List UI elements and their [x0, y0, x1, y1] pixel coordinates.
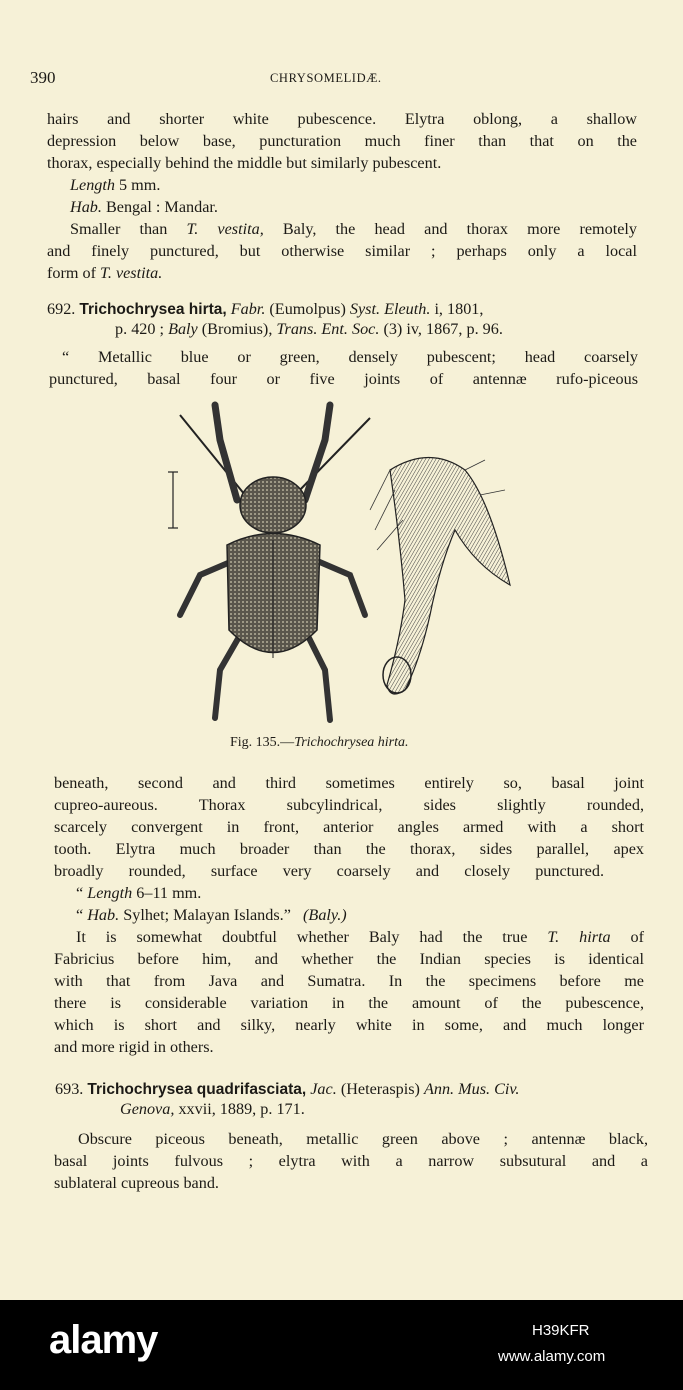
- text-line: [76, 926, 644, 948]
- habitat-label: Hab.: [87, 906, 120, 924]
- entry-number: 692.: [47, 300, 76, 318]
- text-line: and finely punctured, but otherwise similar ; perhaps only a local: [47, 242, 637, 260]
- alamy-logo: alamy: [49, 1318, 158, 1362]
- text-line: [70, 218, 637, 240]
- text-span: (3) iv, 1867, p. 96.: [379, 320, 503, 338]
- quote-mark: “: [76, 906, 88, 924]
- habitat-label: Hab.: [70, 198, 102, 216]
- text-line: broadly rounded, surface very coarsely and closely punctured.: [54, 862, 604, 880]
- habitat-line: [76, 904, 347, 926]
- entry-heading-line2: [115, 318, 503, 340]
- entry-name: Trichochrysea quadrifasciata,: [87, 1081, 307, 1098]
- species-name: T. hirta: [547, 928, 611, 946]
- text-line: sublateral cupreous band.: [54, 1174, 219, 1192]
- text-span: form of: [47, 264, 101, 282]
- figure-caption: [230, 735, 409, 751]
- running-title: CHRYSOMELIDÆ.: [270, 71, 382, 85]
- text-line: Obscure piceous beneath, metallic green above ; antennæ black,: [78, 1130, 648, 1148]
- text-line: tooth. Elytra much broader than the thorax, sides parallel, apex: [54, 840, 644, 858]
- quote-mark: “: [76, 884, 88, 902]
- text-span: p. 420 ;: [115, 320, 169, 338]
- length-value: 5 mm.: [114, 176, 161, 194]
- reference: Ann. Mus. Civ.: [423, 1080, 520, 1098]
- habitat-line: [70, 196, 218, 218]
- reference: Genova,: [120, 1100, 175, 1118]
- text-line: with that from Java and Sumatra. In the specimens before me: [54, 972, 644, 990]
- text-line: punctured, basal four or five joints of antennæ rufo-piceous: [49, 370, 638, 388]
- text-line: “ Metallic blue or green, densely pubescent; head coarsely: [62, 348, 638, 366]
- text-span: (Bromius),: [197, 320, 277, 338]
- length-line: [76, 882, 201, 904]
- habitat-value: Sylhet; Malayan Islands.”: [119, 906, 291, 924]
- caption-species: Trichochrysea hirta.: [294, 735, 409, 750]
- antenna-right: [295, 418, 370, 495]
- text-line: which is short and silky, nearly white in some, and much longer: [54, 1016, 644, 1034]
- text-line: and more rigid in others.: [54, 1038, 214, 1056]
- site-url: www.alamy.com: [498, 1348, 606, 1365]
- habitat-value: Bengal : Mandar.: [101, 198, 218, 216]
- length-label: Length: [87, 884, 133, 902]
- entry-name: Trichochrysea hirta,: [79, 301, 227, 318]
- beetle-illustration: [165, 400, 525, 730]
- species-name: T. vestita,: [186, 220, 264, 238]
- page-number: 390: [30, 68, 56, 87]
- text-span: Baly, the head and thorax more remotely: [263, 220, 638, 238]
- text-line: [47, 262, 162, 284]
- text-line: Fabricius before him, and whether the Indian species is identical: [54, 950, 644, 968]
- leg-detail: [370, 458, 510, 695]
- reference: Trans. Ent. Soc.: [276, 320, 380, 338]
- author: Fabr.: [230, 300, 266, 318]
- text-line: hairs and shorter white pubescence. Elytra oblong, a shallow: [47, 110, 637, 128]
- length-label: Length: [70, 176, 115, 194]
- thorax: [240, 477, 306, 533]
- text-line: depression below base, puncturation much finer than that on the: [47, 132, 637, 150]
- text-line: scarcely convergent in front, anterior angles armed with a short: [54, 818, 644, 836]
- text-span: i, 1801,: [430, 300, 484, 318]
- author: Baly: [168, 320, 198, 338]
- entry-number: 693.: [55, 1080, 84, 1098]
- text-span: (Eumolpus): [265, 300, 350, 318]
- reference: Syst. Eleuth.: [349, 300, 431, 318]
- length-value: 6–11 mm.: [132, 884, 202, 902]
- length-line: [70, 174, 160, 196]
- text-span: Smaller than: [70, 220, 187, 238]
- author: Jac.: [310, 1080, 337, 1098]
- caption-prefix: Fig. 135.—: [230, 735, 295, 750]
- species-name: T. vestita.: [100, 264, 163, 282]
- author: (Baly.): [303, 906, 347, 924]
- text-span: It is somewhat doubtful whether Baly had the true: [76, 928, 548, 946]
- text-span: of: [610, 928, 644, 946]
- text-line: beneath, second and third sometimes entirely so, basal joint: [54, 774, 644, 792]
- image-id: H39KFR: [532, 1322, 590, 1339]
- text-line: thorax, especially behind the middle but similarly pubescent.: [47, 154, 442, 172]
- text-line: there is considerable variation in the amount of the pubescence,: [54, 994, 644, 1012]
- text-span: (Heteraspis): [336, 1080, 424, 1098]
- text-line: cupreo-aureous. Thorax subcylindrical, sides slightly rounded,: [54, 796, 644, 814]
- text-span: xxvii, 1889, p. 171.: [174, 1100, 305, 1118]
- text-line: basal joints fulvous ; elytra with a narrow subsutural and a: [54, 1152, 648, 1170]
- entry-heading-line2: [120, 1098, 305, 1120]
